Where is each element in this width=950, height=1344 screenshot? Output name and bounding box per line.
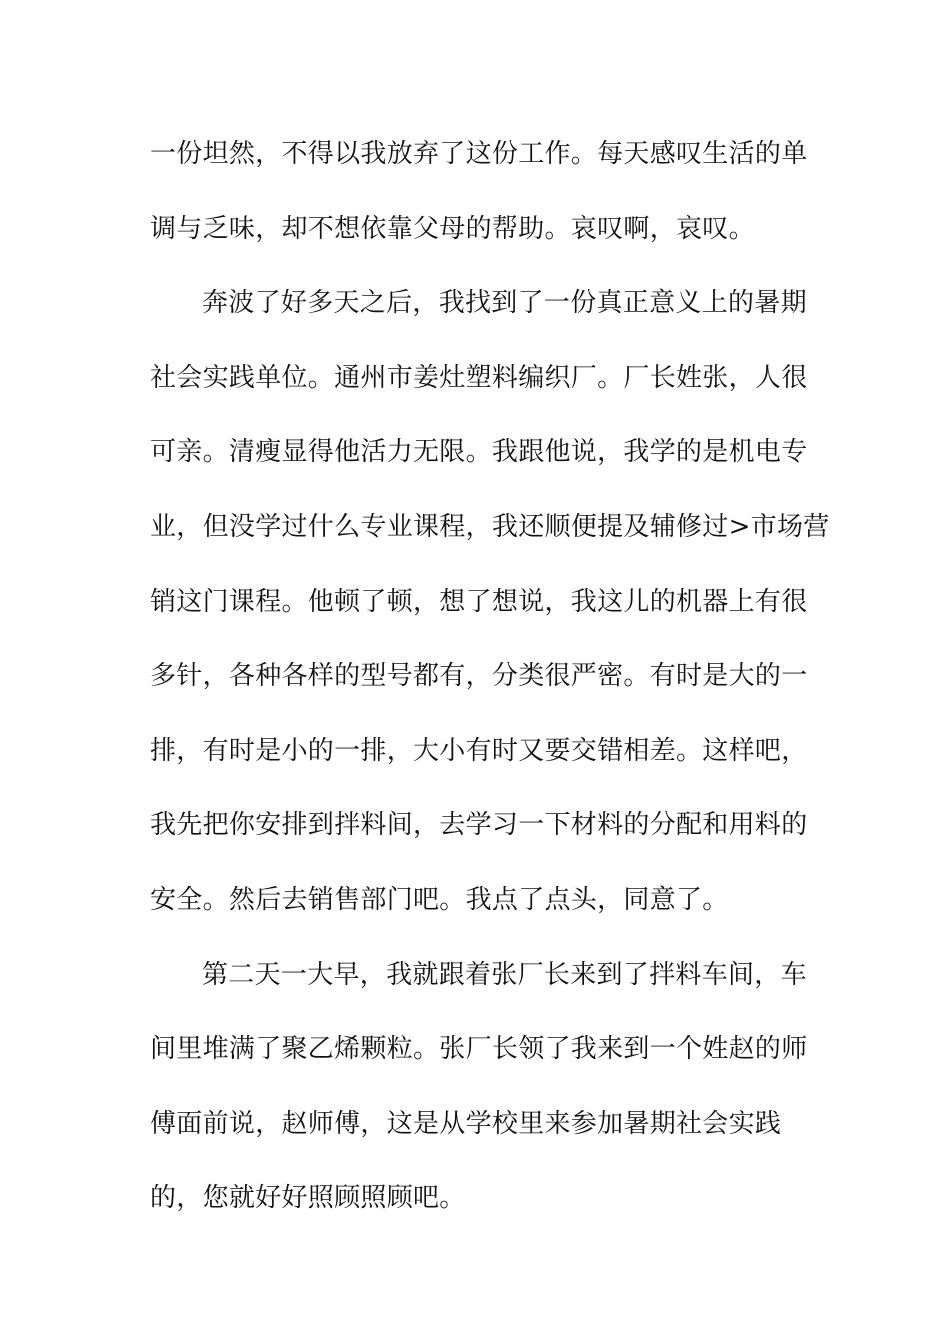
text-line: 调与乏味，却不想依靠父母的帮助。哀叹啊，哀叹。 xyxy=(150,213,755,244)
text-line: 傅面前说，赵师傅，这是从学校里来参加暑期社会实践 xyxy=(150,1108,782,1139)
text-line: 一份坦然，不得以我放弃了这份工作。每天感叹生活的单 xyxy=(150,139,808,169)
text-line: 的，您就好好照顾照顾吧。 xyxy=(150,1183,466,1214)
paragraph-start-line: 奔波了好多天之后，我找到了一份真正意义上的暑期 xyxy=(202,288,807,319)
text-line: 我先把你安排到拌料间，去学习一下材料的分配和用料的 xyxy=(150,810,808,841)
body-text xyxy=(150,128,830,1247)
text-line: 业，但没学过什么专业课程，我还顺便提及辅修过>市场营 xyxy=(150,511,830,542)
text-line: 可亲。清瘦显得他活力无限。我跟他说，我学的是机电专 xyxy=(150,437,808,468)
text-line: 安全。然后去销售部门吧。我点了点头，同意了。 xyxy=(150,884,729,915)
text-line: 社会实践单位。通州市姜灶塑料编织厂。厂长姓张，人很 xyxy=(150,362,808,393)
text-line: 多针，各种各样的型号都有，分类很严密。有时是大的一 xyxy=(150,661,808,692)
paragraph-start-line: 第二天一大早，我就跟着张厂长来到了拌料车间，车 xyxy=(202,959,807,990)
text-line: 排，有时是小的一排，大小有时又要交错相差。这样吧， xyxy=(150,735,808,766)
text-line: 销这门课程。他顿了顿，想了想说，我这儿的机器上有很 xyxy=(150,586,808,617)
text-line: 间里堆满了聚乙烯颗粒。张厂长领了我来到一个姓赵的师 xyxy=(150,1034,808,1065)
